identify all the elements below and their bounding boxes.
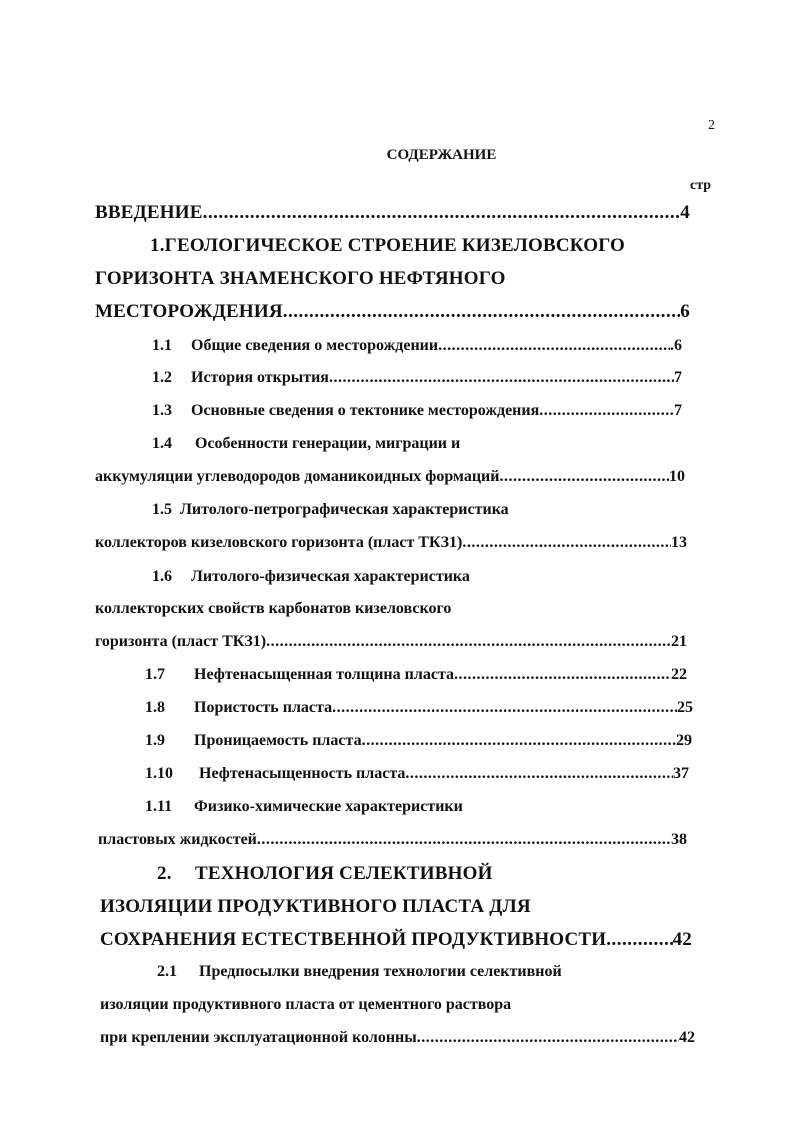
toc-entry-label: Литолого-физическая характеристика	[191, 568, 470, 585]
toc-entry-2-1-line1	[157, 963, 562, 981]
toc-entry-number: 1.5	[152, 501, 172, 518]
toc-entry-1-8[interactable]	[145, 699, 693, 717]
toc-entry-label: Проницаемость пласта	[194, 732, 362, 749]
toc-entry-label: коллекторов кизеловского горизонта (пласт ТКЗ1)	[95, 534, 463, 551]
toc-entry-1-5[interactable]	[95, 534, 687, 552]
toc-section-2-line1	[157, 863, 493, 885]
toc-entry-page: 38	[671, 831, 687, 848]
leader-dots	[606, 929, 672, 951]
toc-entry-label: аккумуляции углеводородов доманикоидных формаций	[95, 468, 500, 485]
toc-entry-label: Особенности генерации, миграции и	[195, 435, 461, 452]
toc-entry-number: 1.4	[152, 435, 172, 452]
toc-entry-1-2[interactable]	[152, 369, 682, 387]
toc-entry-page: 25	[677, 699, 693, 716]
toc-entry-number: 1.10	[145, 765, 173, 782]
toc-entry-section-2[interactable]	[100, 929, 692, 951]
toc-entry-label: Пористость пласта	[194, 699, 333, 716]
toc-entry-page: .6	[670, 337, 682, 354]
toc-entry-number: 1.1	[152, 337, 172, 354]
toc-entry-1-1[interactable]	[152, 337, 682, 355]
toc-entry-number: 1.2	[152, 369, 172, 386]
toc-entry-2-1[interactable]	[100, 1029, 695, 1047]
toc-entry-1-4[interactable]	[95, 468, 685, 486]
toc-entry-1-7[interactable]	[145, 666, 687, 684]
toc-entry-page: 42	[672, 929, 692, 950]
toc-entry-label: пластовых жидкостей	[98, 831, 257, 848]
leader-dots	[362, 732, 676, 750]
leader-dots	[266, 633, 671, 651]
toc-entry-1-10[interactable]	[145, 765, 689, 783]
toc-entry-number: 2.	[157, 863, 172, 884]
toc-entry-label: ТЕХНОЛОГИЯ СЕЛЕКТИВНОЙ	[195, 863, 493, 884]
toc-entry-page: 10	[669, 468, 685, 485]
page-column-label: стр	[690, 178, 712, 193]
toc-entry-section-1[interactable]	[95, 301, 690, 323]
toc-entry-number: 1.6	[152, 568, 172, 585]
leader-dots	[438, 337, 670, 355]
toc-entry-label: горизонта (пласт ТКЗ1)	[95, 633, 267, 650]
toc-entry-page: 7	[674, 402, 682, 419]
toc-entry-label: при креплении эксплуатационной колонны	[100, 1029, 417, 1046]
toc-entry-number: 1.	[150, 235, 165, 256]
toc-entry-1-6-line2: коллекторских свойств карбонатов кизеловского	[95, 600, 452, 617]
toc-entry-page: 13	[671, 534, 687, 551]
leader-dots	[329, 369, 674, 387]
toc-entry-label: Нефтенасыщенная толщина пласта	[194, 666, 454, 683]
page-title: СОДЕРЖАНИЕ	[386, 147, 497, 163]
toc-entry-1-5-line1	[152, 501, 509, 519]
toc-entry-label: Литолого-петрографическая характеристика	[180, 501, 509, 518]
leader-dots	[257, 831, 671, 849]
leader-dots	[454, 666, 671, 684]
toc-entry-label: ГЕОЛОГИЧЕСКОЕ СТРОЕНИЕ КИЗЕЛОВСКОГО	[164, 235, 626, 256]
toc-entry-page: 29	[676, 732, 692, 749]
toc-section-2-line2: ИЗОЛЯЦИИ ПРОДУКТИВНОГО ПЛАСТА ДЛЯ	[100, 896, 531, 917]
toc-entry-1-3[interactable]	[152, 402, 682, 420]
page-number: 2	[708, 118, 715, 133]
toc-entry-label: МЕСТОРОЖДЕНИЯ	[95, 301, 283, 322]
toc-entry-label: СОХРАНЕНИЯ ЕСТЕСТВЕННОЙ ПРОДУКТИВНОСТИ	[100, 929, 607, 950]
toc-entry-number: 1.7	[145, 666, 165, 683]
toc-entry-1-6-line1	[152, 568, 470, 586]
toc-entry-1-11-line1	[145, 798, 463, 816]
toc-entry-label: Физико-химические характеристики	[194, 798, 463, 815]
toc-entry-label: ВВЕДЕНИЕ	[95, 202, 203, 223]
toc-entry-number: 1.3	[152, 402, 172, 419]
toc-entry-1-4-line1	[152, 435, 460, 453]
toc-entry-number: 1.11	[145, 798, 173, 815]
toc-entry-1-9[interactable]	[145, 732, 692, 750]
toc-entry-page: 7	[674, 369, 682, 386]
leader-dots	[332, 699, 677, 717]
toc-section-1-line2: ГОРИЗОНТА ЗНАМЕНСКОГО НЕФТЯНОГО	[95, 268, 506, 289]
toc-entry-label: Предпосылки внедрения технологии селективной	[199, 963, 562, 980]
toc-entry-page: 37	[673, 765, 689, 782]
toc-section-1-line1	[150, 235, 625, 257]
leader-dots	[283, 301, 681, 323]
toc-entry-page: 21	[671, 633, 687, 650]
toc-entry-page: 4	[680, 202, 690, 223]
toc-entry-page: 6	[680, 301, 690, 322]
toc-entry-label: Основные сведения о тектонике месторождения	[191, 402, 540, 419]
toc-entry-page: 22	[671, 666, 687, 683]
toc-entry-2-1-line2: изоляции продуктивного пласта от цементного раствора	[100, 996, 512, 1013]
toc-entry-intro[interactable]	[95, 202, 690, 224]
leader-dots	[499, 468, 669, 486]
leader-dots	[462, 534, 671, 552]
toc-entry-number: 2.1	[157, 963, 177, 980]
leader-dots	[203, 202, 681, 224]
leader-dots	[405, 765, 673, 783]
toc-entry-label: Нефтенасыщенность пласта	[199, 765, 406, 782]
toc-entry-page: 42	[679, 1029, 695, 1046]
toc-entry-1-6[interactable]	[95, 633, 687, 651]
leader-dots	[539, 402, 674, 420]
leader-dots	[417, 1029, 679, 1047]
toc-entry-number: 1.8	[145, 699, 165, 716]
toc-entry-label: Общие сведения о месторождении	[191, 337, 439, 354]
toc-entry-number: 1.9	[145, 732, 165, 749]
toc-entry-label: История открытия	[191, 369, 329, 386]
toc-entry-1-11[interactable]	[98, 831, 687, 849]
